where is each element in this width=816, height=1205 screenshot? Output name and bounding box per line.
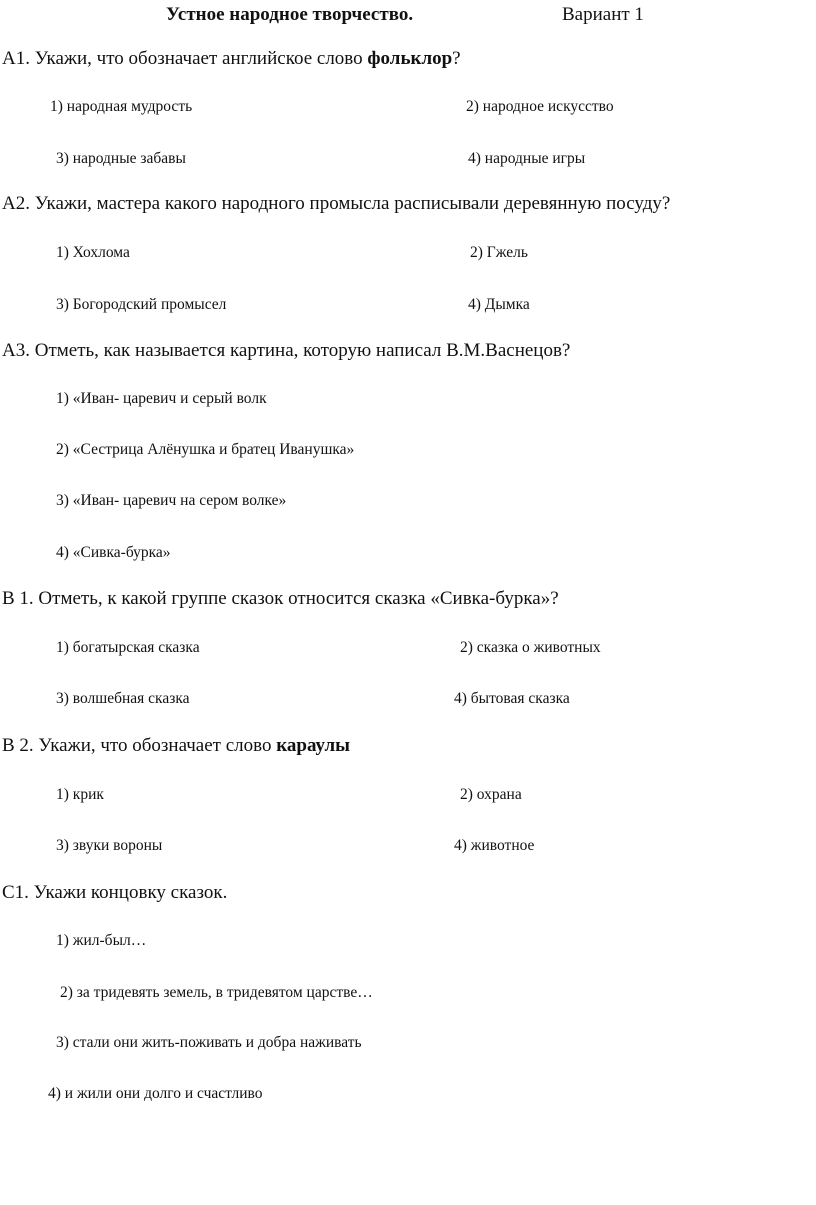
answer-option: 3) волшебная сказка	[56, 690, 190, 707]
answer-option: 2) «Сестрица Алёнушка и братец Иванушка»	[56, 441, 355, 458]
question-a3: А3. Отметь, как называется картина, которую написал В.М.Васнецов?	[2, 340, 571, 361]
answer-option: 3) «Иван- царевич на сером волке»	[56, 492, 287, 509]
question-a2: А2. Укажи, мастера какого народного промысла расписывали деревянную посуду?	[2, 193, 671, 214]
answer-option: 4) Дымка	[468, 296, 530, 313]
answer-option: 1) жил-был…	[56, 932, 147, 949]
question-text: В 2. Укажи, что обозначает слово	[2, 735, 277, 756]
page-title: Устное народное творчество.	[166, 4, 414, 25]
answer-option: 1) крик	[56, 786, 104, 803]
answer-option: 3) звуки вороны	[56, 837, 163, 854]
answer-option: 3) народные забавы	[56, 150, 186, 167]
question-a1	[2, 48, 461, 70]
question-suffix: ?	[452, 48, 461, 69]
answer-option: 2) Гжель	[470, 244, 528, 261]
question-keyword: фольклор	[367, 48, 453, 69]
answer-option: 2) охрана	[460, 786, 522, 803]
answer-option: 2) сказка о животных	[460, 639, 601, 656]
answer-option: 1) богатырская сказка	[56, 639, 200, 656]
answer-option: 3) Богородский промысел	[56, 296, 227, 313]
question-b2	[2, 735, 350, 757]
answer-option: 2) за тридевять земель, в тридевятом царстве…	[60, 984, 373, 1001]
answer-option: 1) Хохлома	[56, 244, 130, 261]
answer-option: 1) народная мудрость	[50, 98, 193, 115]
question-keyword: караулы	[276, 735, 351, 756]
answer-option: 1) «Иван- царевич и серый волк	[56, 390, 267, 407]
answer-option: 4) животное	[454, 837, 535, 854]
answer-option: 4) и жили они долго и счастливо	[48, 1085, 263, 1102]
question-c1: С1. Укажи концовку сказок.	[2, 882, 228, 903]
answer-option: 2) народное искусство	[466, 98, 614, 115]
answer-option: 4) «Сивка-бурка»	[56, 544, 171, 561]
question-text: А1. Укажи, что обозначает английское слово	[2, 48, 368, 69]
answer-option: 4) бытовая сказка	[454, 690, 570, 707]
question-b1: В 1. Отметь, к какой группе сказок относится сказка «Сивка-бурка»?	[2, 588, 559, 609]
answer-option: 4) народные игры	[468, 150, 586, 167]
variant-label: Вариант 1	[562, 4, 644, 25]
answer-option: 3) стали они жить-поживать и добра наживать	[56, 1034, 362, 1051]
